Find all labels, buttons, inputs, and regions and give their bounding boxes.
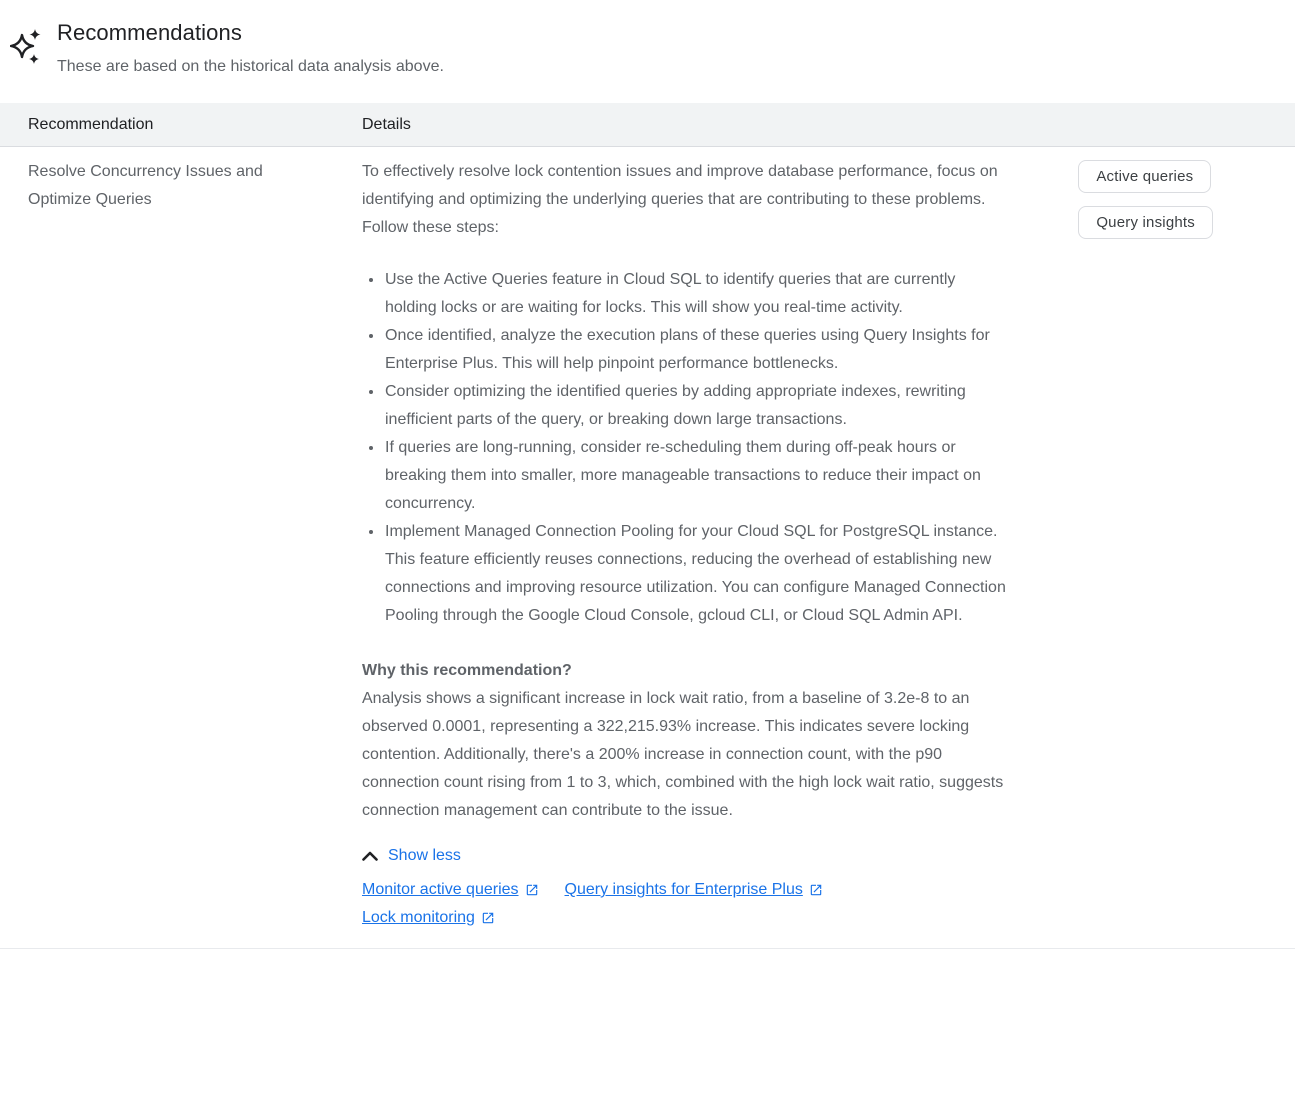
link-lock-monitoring[interactable] <box>362 904 495 932</box>
details-intro: To effectively resolve lock contention issues and improve database performance, focus on identifying and optimizing the underlying queries that are contributing to these problems. Follow these steps: <box>362 163 998 236</box>
column-header-recommendation: Recommendation <box>28 115 154 133</box>
show-less-button[interactable] <box>362 847 461 865</box>
list-item: • Use the Active Queries feature in Cloud SQL to identify queries that are currently holding locks or are waiting for locks. This will show you real-time activity. <box>384 266 1007 322</box>
row-action-buttons <box>1078 147 1295 932</box>
link-query-insights-enterprise-plus[interactable] <box>565 876 823 904</box>
why-recommendation-section <box>362 657 1007 825</box>
active-queries-button[interactable]: Active queries <box>1078 160 1211 193</box>
list-item: • If queries are long-running, consider re-scheduling them during off-peak hours or breaking them into smaller, more manageable transactions to reduce their impact on concurrency. <box>384 434 1007 518</box>
why-recommendation-text: Analysis shows a significant increase in lock wait ratio, from a baseline of 3.2e-8 to an observed 0.0001, representing a 322,215.93% increase. This indicates severe locking contention. Additionally, there's a 200% increase in connection count, with the p90 connection count rising from 1 to 3, which, combined with the high lock wait ratio, suggests connection management can contribute to the issue. <box>362 690 1004 819</box>
details-bullet-list <box>362 266 1007 630</box>
chevron-up-icon <box>362 851 378 861</box>
page-title: Recommendations <box>57 20 242 45</box>
recommendations-header <box>0 0 1295 79</box>
query-insights-button[interactable]: Query insights <box>1078 206 1213 239</box>
list-item: • Once identified, analyze the execution plans of these queries using Query Insights for Enterprise Plus. This will help pinpoint performance bottlenecks. <box>384 322 1007 378</box>
list-item: • Consider optimizing the identified queries by adding appropriate indexes, rewriting inefficient parts of the query, or breaking down large transactions. <box>384 378 1007 434</box>
link-label: Query insights for Enterprise Plus <box>564 881 803 898</box>
link-label: Lock monitoring <box>362 909 475 926</box>
why-recommendation-heading: Why this recommendation? <box>362 662 572 679</box>
open-in-new-icon <box>525 883 539 897</box>
link-label: Monitor active queries <box>362 881 519 898</box>
open-in-new-icon <box>809 883 823 897</box>
gemini-sparkle-icon <box>10 28 44 71</box>
page-subtitle: These are based on the historical data analysis above. <box>57 58 444 75</box>
table-row <box>0 147 1295 949</box>
recommendation-cell: Resolve Concurrency Issues and Optimize Queries <box>28 163 263 208</box>
column-header-details: Details <box>362 115 411 133</box>
link-monitor-active-queries[interactable] <box>362 876 539 904</box>
table-header <box>0 103 1295 147</box>
related-links <box>362 876 1007 932</box>
show-less-label: Show less <box>388 847 461 864</box>
details-cell <box>362 147 1007 932</box>
open-in-new-icon <box>481 911 495 925</box>
list-item: • Implement Managed Connection Pooling for your Cloud SQL for PostgreSQL instance. This feature efficiently reuses connections, reducing the overhead of establishing new connections and improving resource utilization. You can configure Managed Connection Pooling through the Google Cloud Console, gcloud CLI, or Cloud SQL Admin API. <box>384 518 1007 630</box>
